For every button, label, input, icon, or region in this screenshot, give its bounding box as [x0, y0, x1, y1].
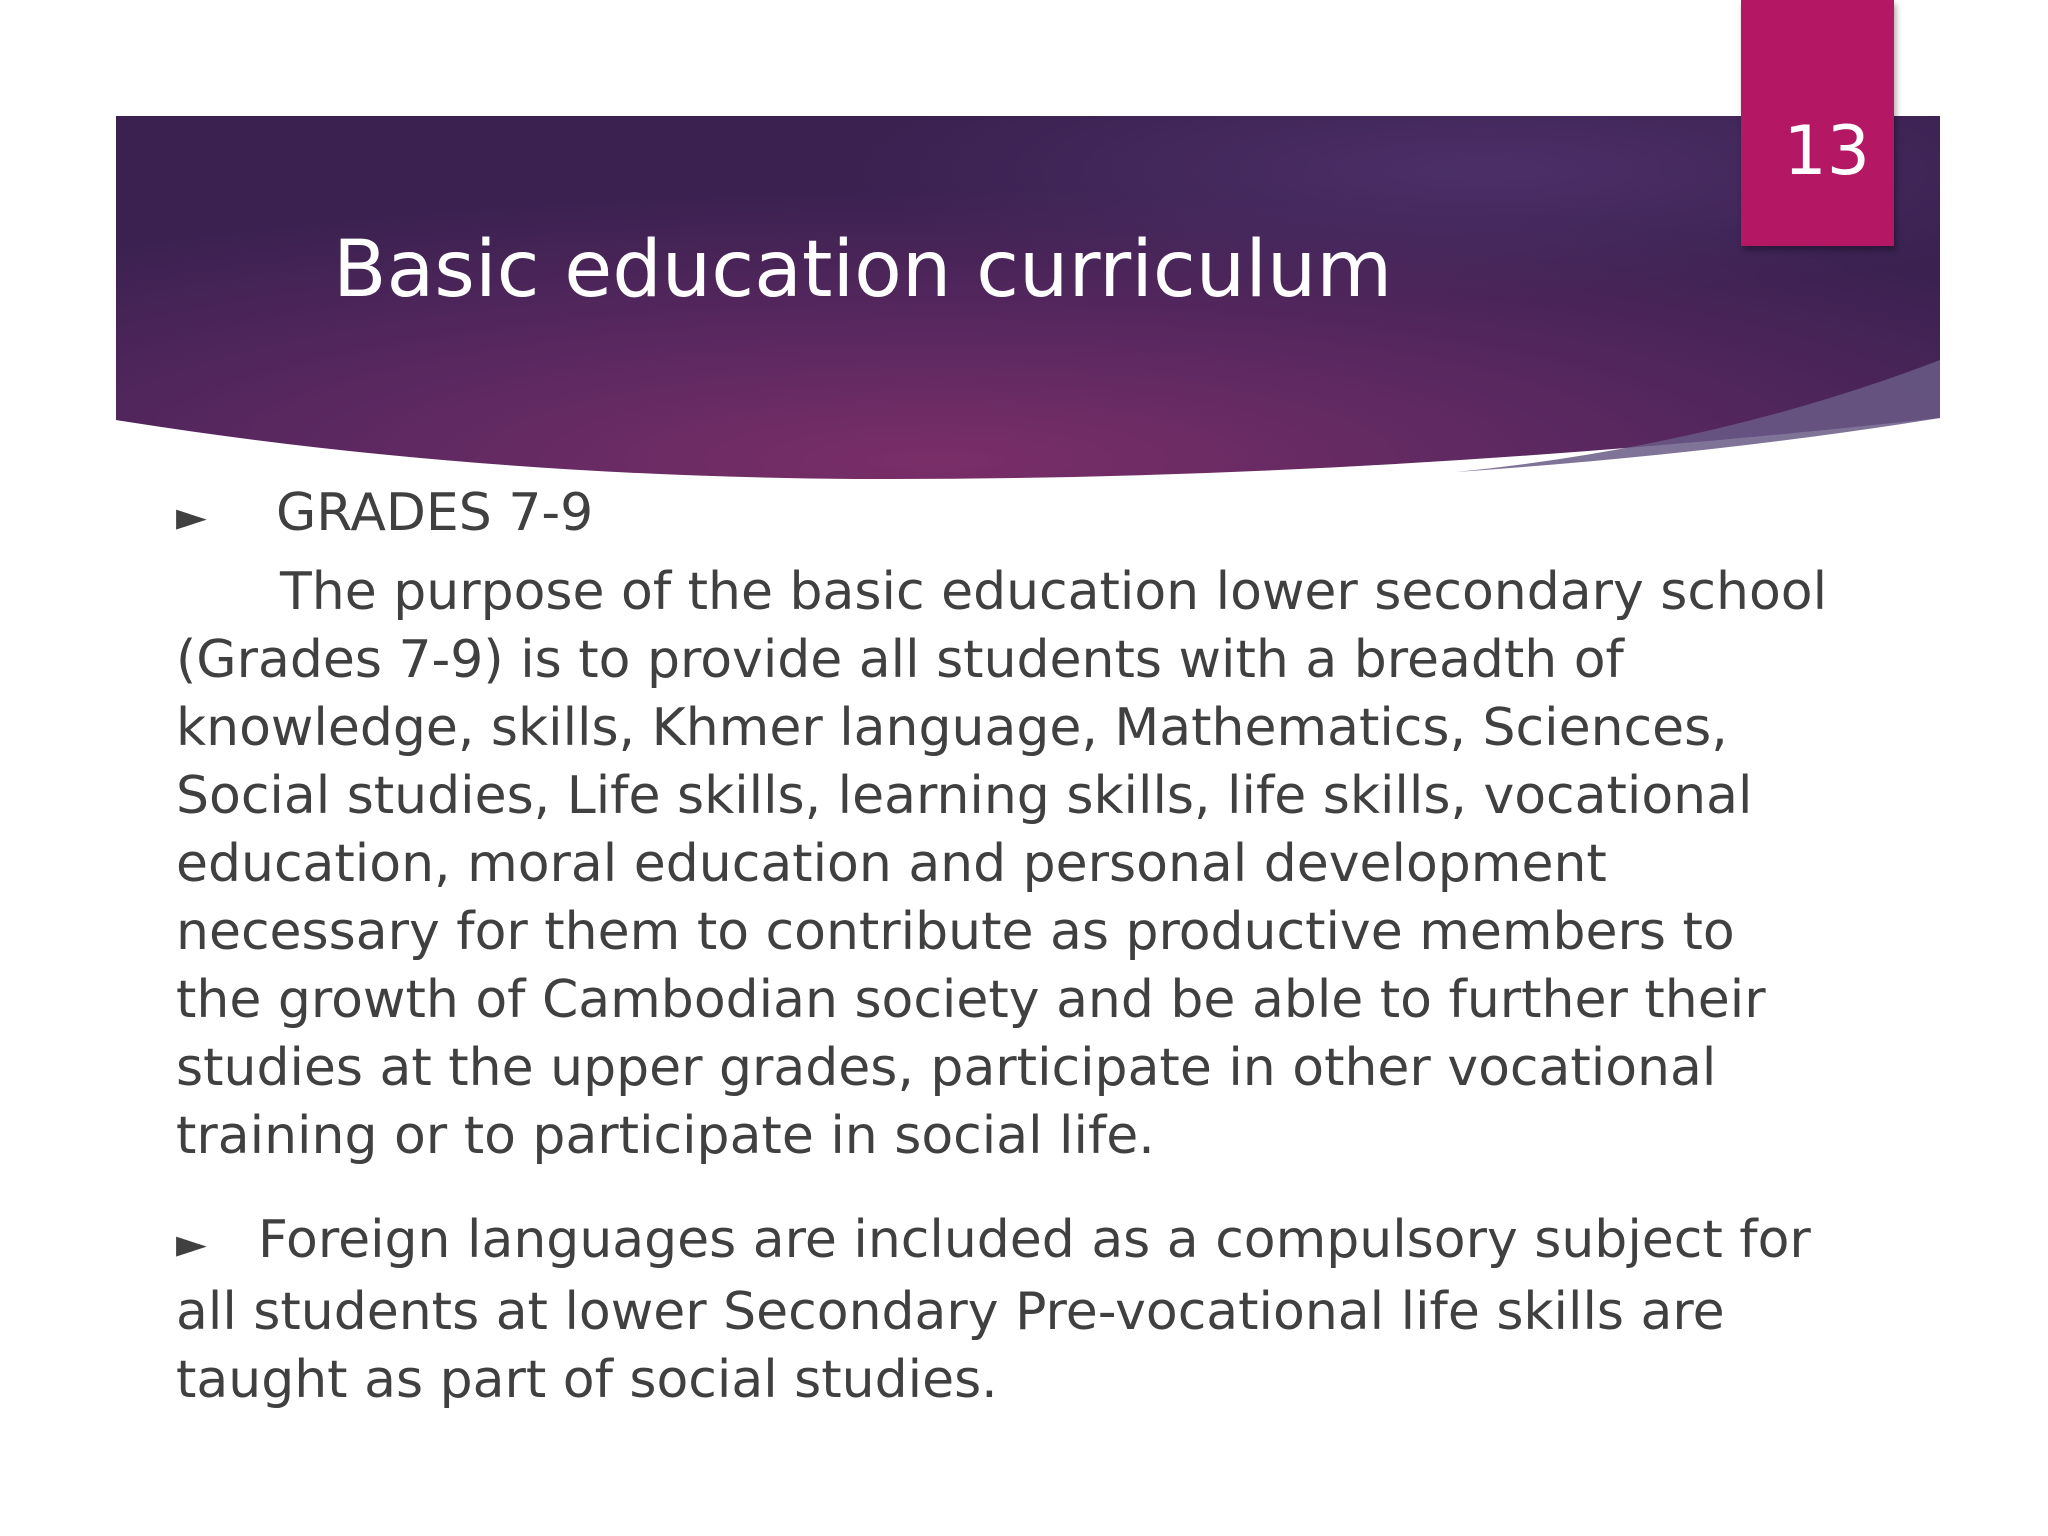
- foreign-languages-text: Foreign languages are included as a compulsory subject for all students at lower Secondary Pre-vocational life skills are taught as part of social studies.: [176, 1210, 1811, 1411]
- bullet-item-foreign-languages: [176, 1206, 1836, 1414]
- triangle-bullet-icon: ►: [176, 1221, 207, 1268]
- grades-heading: GRADES 7-9: [276, 483, 594, 543]
- purpose-paragraph: The purpose of the basic education lower secondary school (Grades 7-9) is to provide all students with a breadth of knowledge, skills, Khmer language, Mathematics, Sciences, Social studies, Life skills, learning skills, life skills, vocational education, moral education and personal development necessary for them to contribute as productive members to the growth of Cambodian society and be able to further their studies at the upper grades, participate in other vocational training or to participate in social life.: [176, 562, 1828, 1167]
- slide-number: 13: [1783, 112, 1870, 191]
- bullet-item-grades: [176, 480, 1836, 546]
- slide-body: [176, 480, 1836, 1414]
- slide-number-tab: [1741, 0, 1894, 246]
- slide-title: Basic education curriculum: [333, 225, 1393, 315]
- triangle-bullet-icon: ►: [176, 494, 207, 540]
